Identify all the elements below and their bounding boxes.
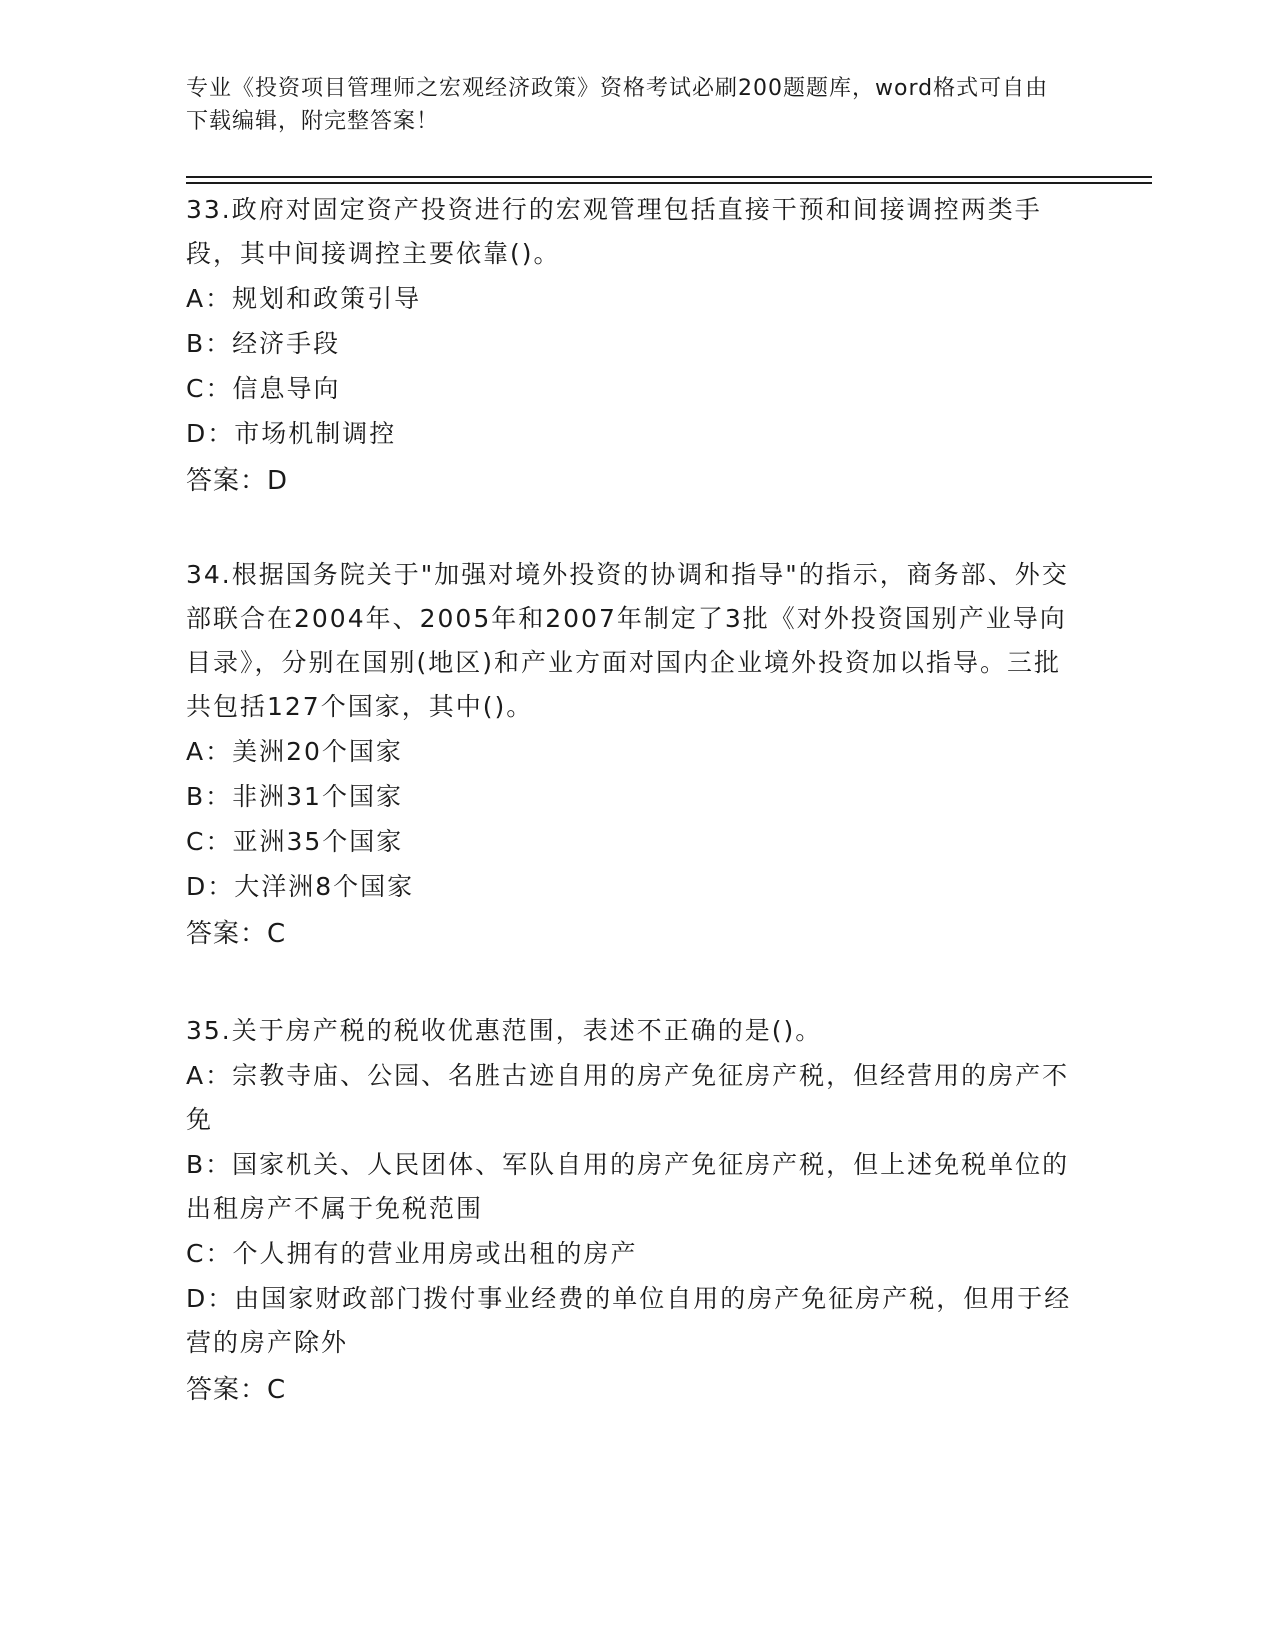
- option-d: D：市场机制调控: [186, 419, 397, 448]
- question-stem: 34.根据国务院关于"加强对境外投资的协调和指导"的指示，商务部、外交部联合在2004年、2005年和2007年制定了3批《对外投资国别产业导向目录》，分别在国别(地区)和产业方面对国内企业境外投资加以指导。三批共包括127个国家，其中()。: [186, 560, 1069, 721]
- option-b: B：国家机关、人民团体、军队自用的房产免征房产税，但上述免税单位的出租房产不属于免税范围: [186, 1150, 1070, 1223]
- header-divider-top: [186, 176, 1152, 178]
- answer-label: 答案：C: [186, 1375, 287, 1405]
- option-c: C：信息导向: [186, 374, 341, 403]
- option-b: B：经济手段: [186, 329, 341, 358]
- answer-label: 答案：D: [186, 466, 289, 496]
- question-34: [186, 553, 1086, 956]
- question-33: [186, 188, 1086, 503]
- option-c: C：个人拥有的营业用房或出租的房产: [186, 1239, 638, 1268]
- option-b: B：非洲31个国家: [186, 782, 403, 811]
- question-stem: 35.关于房产税的税收优惠范围，表述不正确的是()。: [186, 1016, 823, 1045]
- question-stem: 33.政府对固定资产投资进行的宏观管理包括直接干预和间接调控两类手段，其中间接调控主要依靠()。: [186, 195, 1042, 268]
- option-a: A：宗教寺庙、公园、名胜古迹自用的房产免征房产税，但经营用的房产不免: [186, 1061, 1070, 1134]
- answer-label: 答案：C: [186, 919, 287, 949]
- question-35: [186, 1009, 1086, 1412]
- header-divider-bottom: [186, 182, 1152, 184]
- document-header: 专业《投资项目管理师之宏观经济政策》资格考试必刷200题题库，word格式可自由下载编辑，附完整答案！: [186, 76, 1049, 134]
- option-d: D：由国家财政部门拨付事业经费的单位自用的房产免征房产税，但用于经营的房产除外: [186, 1284, 1072, 1357]
- option-c: C：亚洲35个国家: [186, 827, 404, 856]
- option-a: A：美洲20个国家: [186, 737, 403, 766]
- option-a: A：规划和政策引导: [186, 284, 422, 313]
- option-d: D：大洋洲8个国家: [186, 872, 415, 901]
